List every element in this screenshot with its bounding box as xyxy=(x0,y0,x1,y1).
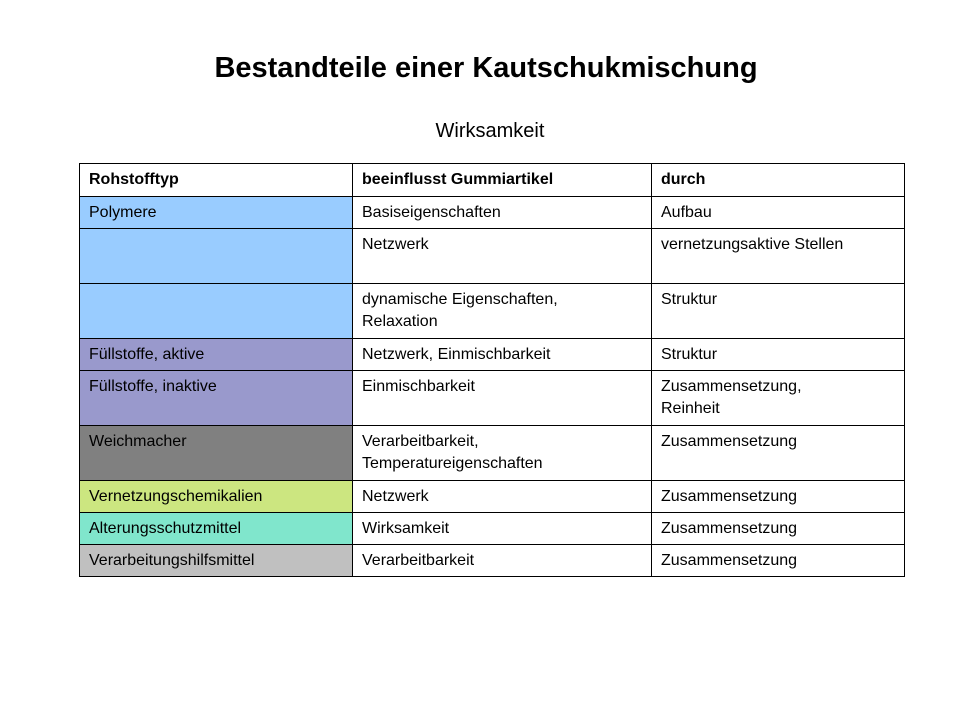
header-durch: durch xyxy=(652,164,905,197)
slide-subtitle: Wirksamkeit xyxy=(435,120,545,142)
table-row xyxy=(80,229,905,284)
cell-rohstofftyp: Polymere xyxy=(80,197,353,229)
cell-durch: Aufbau xyxy=(652,197,905,229)
cell-beeinflusst: Basiseigenschaften xyxy=(353,197,652,229)
cell-beeinflusst: Verarbeitbarkeit xyxy=(353,545,652,577)
cell-rohstofftyp: Füllstoffe, inaktive xyxy=(80,371,353,426)
table-row xyxy=(80,513,905,545)
cell-durch: Zusammensetzung xyxy=(652,481,905,513)
cell-beeinflusst: Wirksamkeit xyxy=(353,513,652,545)
table-body xyxy=(80,197,905,577)
cell-rohstofftyp: Vernetzungschemikalien xyxy=(80,481,353,513)
cell-beeinflusst: Verarbeitbarkeit, Temperatureigenschaften xyxy=(353,426,652,481)
table-row xyxy=(80,426,905,481)
cell-durch: Zusammensetzung xyxy=(652,513,905,545)
table-row xyxy=(80,197,905,229)
table-row xyxy=(80,339,905,371)
cell-rohstofftyp: Füllstoffe, aktive xyxy=(80,339,353,371)
table-row xyxy=(80,371,905,426)
cell-beeinflusst: Netzwerk xyxy=(353,481,652,513)
header-rohstofftyp: Rohstofftyp xyxy=(80,164,353,197)
table-row xyxy=(80,284,905,339)
cell-durch: Struktur xyxy=(652,339,905,371)
cell-rohstofftyp: Verarbeitungshilfsmittel xyxy=(80,545,353,577)
cell-beeinflusst: Netzwerk, Einmischbarkeit xyxy=(353,339,652,371)
table-header-row xyxy=(80,164,905,197)
cell-durch: Zusammensetzung xyxy=(652,426,905,481)
cell-beeinflusst: dynamische Eigenschaften, Relaxation xyxy=(353,284,652,339)
cell-rohstofftyp: Weichmacher xyxy=(80,426,353,481)
slide-title: Bestandteile einer Kautschukmischung xyxy=(214,52,758,84)
header-beeinflusst: beeinflusst Gummiartikel xyxy=(353,164,652,197)
table-row xyxy=(80,481,905,513)
cell-durch: vernetzungsaktive Stellen xyxy=(652,229,905,284)
cell-rohstofftyp: Alterungsschutzmittel xyxy=(80,513,353,545)
raw-materials-table xyxy=(79,163,905,577)
table-row xyxy=(80,545,905,577)
cell-durch: Zusammensetzung, Reinheit xyxy=(652,371,905,426)
cell-rohstofftyp xyxy=(80,284,353,339)
cell-beeinflusst: Einmischbarkeit xyxy=(353,371,652,426)
cell-beeinflusst: Netzwerk xyxy=(353,229,652,284)
cell-durch: Struktur xyxy=(652,284,905,339)
cell-durch: Zusammensetzung xyxy=(652,545,905,577)
cell-rohstofftyp xyxy=(80,229,353,284)
